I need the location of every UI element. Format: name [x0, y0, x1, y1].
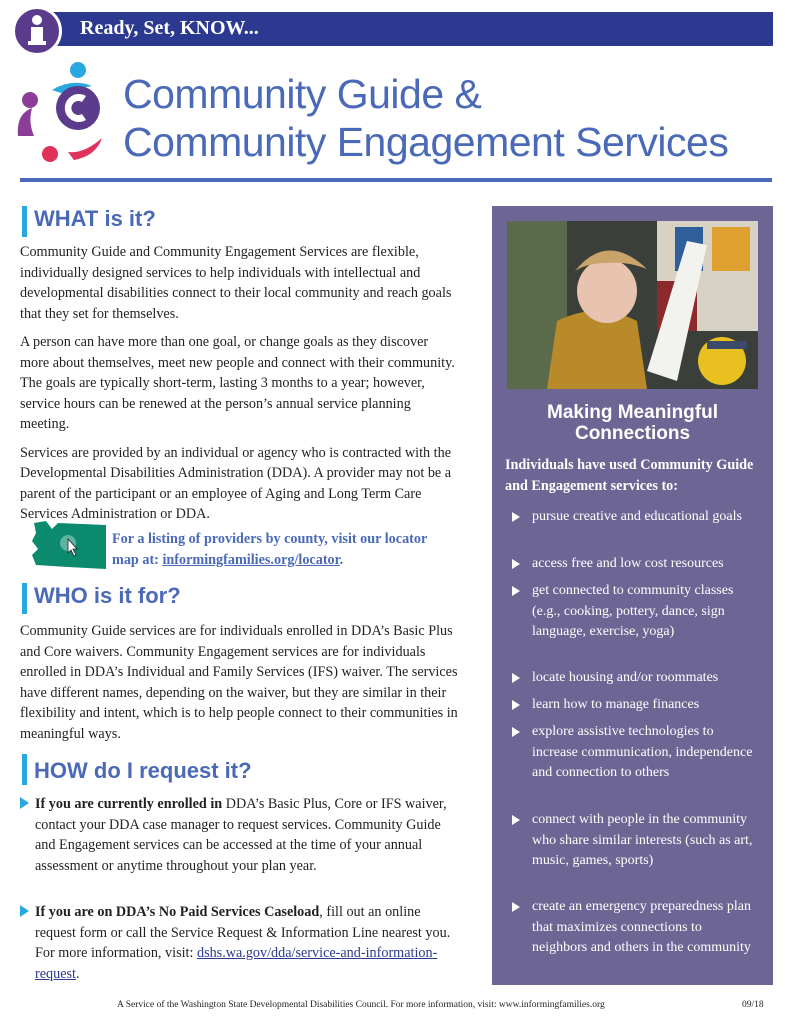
how-list-item [20, 902, 460, 984]
what-paragraph: A person can have more than one goal, or change goals as they discover more about themselves, meet new people and connect with their community. The goals are typically short-term, lasting 3 months to a year; however, service hours can be renewed at the person’s annual service planning meeting. [20, 334, 455, 432]
banner-title: Ready, Set, KNOW... [80, 17, 259, 39]
what-paragraph: Community Guide and Community Engagement Services are flexible, individually designed services to help individuals with intellectual and developmental disabilities connect to their local community and reach goals that they set for themselves. [20, 244, 452, 322]
locator-text: For a listing of providers by county, visit our locator map at: [112, 531, 428, 568]
sidebar-list-item [512, 695, 760, 716]
sidebar-intro: Individuals have used Community Guide and Engagement services to: [505, 457, 754, 494]
sidebar-list-item [512, 507, 760, 528]
bullet-arrow-icon [512, 727, 520, 737]
how-item-end: . [75, 965, 80, 982]
sidebar-item-text: pursue creative and educational goals [532, 509, 742, 524]
how-item-lead: If you are on DDA’s No Paid Services Caseload [35, 904, 320, 920]
who-heading: WHO is it for? [34, 583, 181, 608]
section-bar [22, 583, 27, 614]
sidebar-list-item [512, 897, 760, 959]
info-icon [12, 6, 62, 56]
sidebar-item-text: connect with people in the community who share similar interests (such as art, music, games, sports) [532, 812, 753, 868]
what-body [20, 242, 460, 533]
page-title [123, 70, 773, 166]
sidebar-list-item [512, 722, 760, 784]
locator-link[interactable]: informingfamilies.org/locator [162, 551, 340, 568]
footer-date: 09/18 [742, 1000, 764, 1010]
sidebar-item-text: create an emergency preparedness plan that maximizes connections to neighbors and others in the community [532, 899, 751, 955]
title-line-1: Community Guide & [123, 71, 482, 117]
what-paragraph: Services are provided by an individual or agency who is contracted with the Developmental Disabilities Administration (DDA). A provider may not be a parent of the participant or an employee of Aging and Long Term Care Services Administration or DDA. [20, 444, 452, 522]
how-heading: HOW do I request it? [34, 758, 252, 783]
how-item-lead: If you are currently enrolled in [35, 796, 223, 812]
sidebar-heading [497, 402, 768, 444]
section-bar [22, 754, 27, 785]
bullet-arrow-icon [20, 905, 29, 917]
how-item-text: , fill out an online request form or call the Service Request & Information Line nearest you. For more information, visit: [35, 904, 451, 961]
bullet-arrow-icon [512, 700, 520, 710]
what-heading: WHAT is it? [34, 206, 156, 231]
sidebar-heading-line-1: Making Meaningful [547, 402, 718, 423]
community-logo-icon [12, 56, 114, 168]
section-bar [22, 206, 27, 237]
bullet-arrow-icon [512, 586, 520, 596]
title-line-2: Community Engagement Services [123, 119, 729, 165]
bullet-arrow-icon [512, 559, 520, 569]
sidebar-item-text: explore assistive technologies to increase communication, independence and connection to others [532, 724, 753, 780]
sidebar-list-item [512, 581, 760, 643]
artist-photo [507, 221, 758, 389]
sidebar-list-item [512, 668, 760, 689]
title-divider [20, 178, 772, 182]
bullet-arrow-icon [512, 673, 520, 683]
bullet-arrow-icon [512, 815, 520, 825]
bullet-arrow-icon [512, 512, 520, 522]
who-body: Community Guide services are for individuals enrolled in DDA’s Basic Plus and Core waivers. Community Engagement services are for individuals enrolled in DDA’s Individual and Family Services (IFS) waiver. The services have different names, depending on the waiver, but they are similar in their flexibility and intent, which is to help people connect to their communities in meaningful ways. [20, 623, 458, 742]
sidebar-heading-line-2: Connections [574, 423, 691, 444]
sidebar-list-item [512, 554, 760, 575]
how-list-item [20, 794, 460, 876]
sidebar-item-text: locate housing and/or roommates [532, 670, 719, 685]
locator-period: . [339, 551, 344, 568]
sidebar-item-text: get connected to community classes (e.g., cooking, pottery, dance, sign language, exercise, yoga) [532, 583, 734, 639]
washington-map-icon[interactable] [28, 519, 108, 571]
bullet-arrow-icon [20, 797, 29, 809]
sidebar-item-text: learn how to manage finances [532, 697, 700, 712]
locator-note [112, 529, 447, 570]
sidebar-list-item [512, 810, 760, 872]
how-item-text: DDA’s Basic Plus, Core or IFS waiver, contact your DDA case manager to request services. Community Guide and Engagement services can be accessed at the time of your annual assessment or anytime throughout your plan year. [35, 796, 447, 874]
sidebar-item-text: access free and low cost resources [532, 556, 724, 571]
service-request-link[interactable]: dshs.wa.gov/dda/service-and-information-request [35, 945, 438, 982]
footer-text: A Service of the Washington State Developmental Disabilities Council. For more information, visit: www.informingfamilies.org [117, 1000, 605, 1010]
bullet-arrow-icon [512, 902, 520, 912]
